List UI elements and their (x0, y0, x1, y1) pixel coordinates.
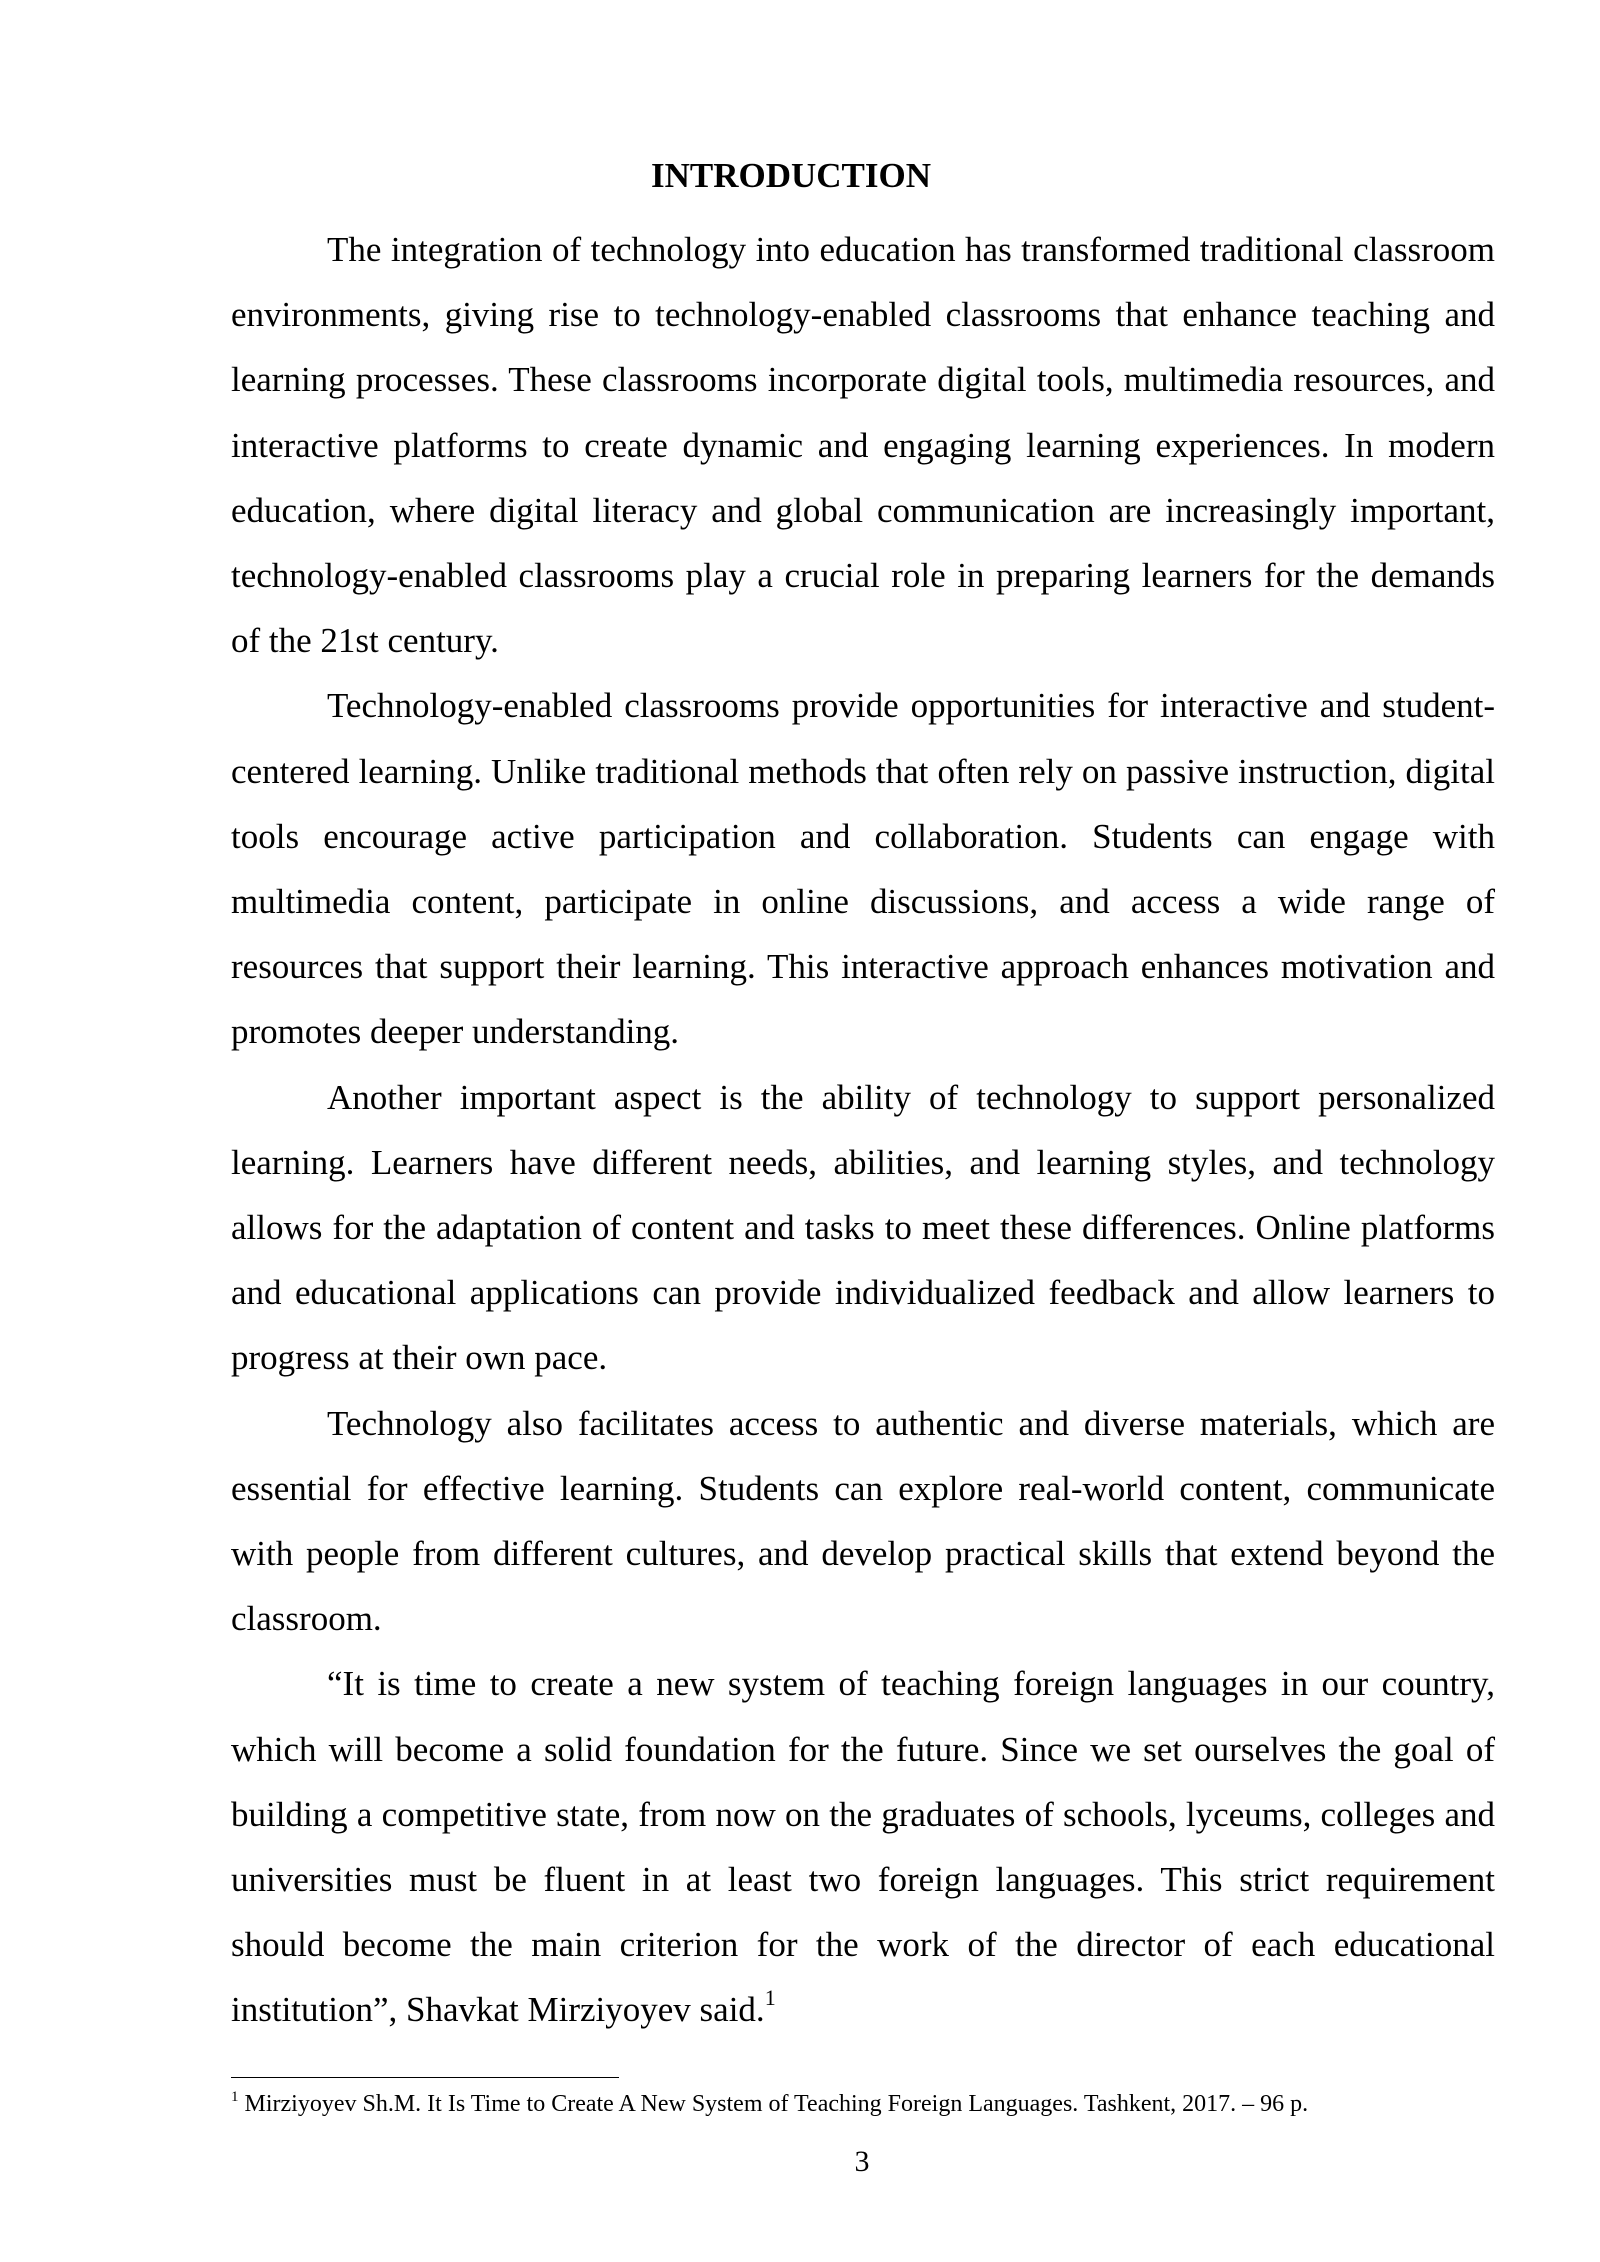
footnote-number: 1 (231, 2089, 239, 2105)
section-heading: INTRODUCTION (650, 156, 932, 195)
paragraph: Another important aspect is the ability of technology to support personalized learning. Learners have different needs, abilities, and learning styles, and technology allows for the adaptation of content and tasks to meet these differences. Online platforms and educational applications can provide individualized feedback and allow learners to progress at their own pace. (231, 1077, 1495, 1378)
footnote-text: Mirziyoyev Sh.M. It Is Time to Create A New System of Teaching Foreign Languages. Tashkent, 2017. – 96 p. (244, 2091, 1309, 2117)
paragraph: Technology also facilitates access to authentic and diverse materials, which are essential for effective learning. Students can explore real-world content, communicate with people from different cultures, and develop practical skills that extend beyond the classroom. (231, 1403, 1495, 1639)
quote-text: “It is time to create a new system of teaching foreign languages in our country, which will become a solid foundation for the future. Since we set ourselves the goal of building a competitive state, from now on the graduates of schools, lyceums, colleges and universities must be fluent in at least two foreign languages. This strict requirement should become the main criterion for the work of the director of each educational institution”, Shavkat Mirziyoyev said. (231, 1664, 1495, 2030)
quote-paragraph (231, 1651, 1495, 2042)
body-text (231, 217, 1495, 2043)
footnote-reference[interactable]: 1 (764, 1985, 776, 2011)
footnote (231, 2087, 1495, 2121)
page-number: 3 (854, 2145, 870, 2178)
paragraph: Technology-enabled classrooms provide opportunities for interactive and student-centered learning. Unlike traditional methods that often rely on passive instruction, digital tools encourage active participation and collaboration. Students can engage with multimedia content, participate in online discussions, and access a wide range of resources that support their learning. This interactive approach enhances motivation and promotes deeper understanding. (231, 686, 1495, 1052)
footnote-divider (231, 2077, 619, 2078)
paragraph: The integration of technology into education has transformed traditional classroom environments, giving rise to technology-enabled classrooms that enhance teaching and learning processes. These classrooms incorporate digital tools, multimedia resources, and interactive platforms to create dynamic and engaging learning experiences. In modern education, where digital literacy and global communication are increasingly important, technology-enabled classrooms play a crucial role in preparing learners for the demands of the 21st century. (231, 230, 1495, 661)
